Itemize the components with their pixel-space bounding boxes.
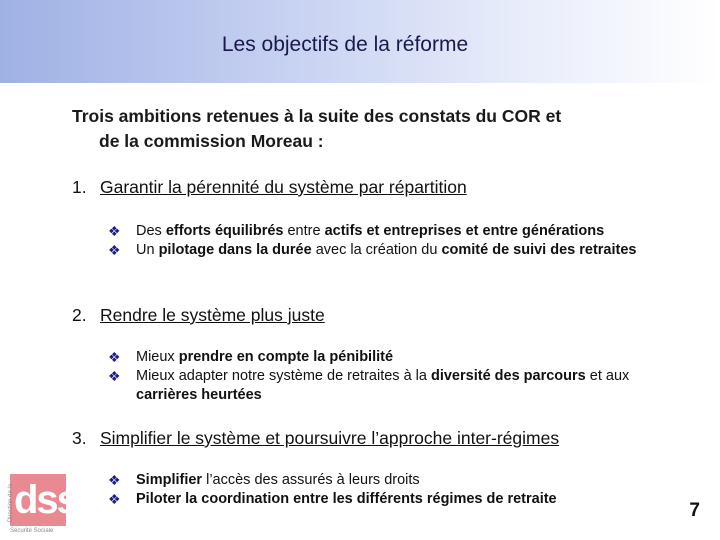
- intro-text: [72, 104, 672, 154]
- bullet-text: Mieux: [136, 349, 179, 365]
- bullet-text: efforts équilibrés: [165, 223, 284, 239]
- section-3-bullets: [108, 471, 668, 509]
- section-number: 1.: [72, 177, 87, 197]
- section-1-heading: [72, 177, 467, 198]
- bullet-text: diversité des parcours: [430, 368, 586, 384]
- bullet-text: Des: [136, 223, 166, 239]
- bullet-text: entre: [283, 223, 325, 239]
- bullet-item: [108, 367, 668, 405]
- section-number: 3.: [72, 428, 87, 448]
- intro-line-2: de la commission Moreau :: [99, 131, 324, 151]
- logo-caption: Sécurité Sociale: [10, 528, 54, 534]
- bullet-item: [108, 222, 668, 241]
- section-number: 2.: [72, 305, 87, 325]
- section-2-heading: [72, 305, 325, 326]
- bullet-text: Simplifier: [136, 472, 203, 488]
- section-title: Rendre le système plus juste: [100, 305, 325, 325]
- bullet-text: actifs et entreprises et entre générations: [324, 223, 605, 239]
- intro-line-1: Trois ambitions retenues à la suite des constats du COR et: [72, 106, 562, 126]
- bullet-item: [108, 471, 668, 490]
- section-2-bullets: [108, 348, 668, 405]
- bullet-text: Piloter la coordination entre les différents régimes de retraite: [136, 491, 557, 507]
- diamond-bullet-icon: ❖: [108, 472, 121, 488]
- section-1-bullets: [108, 222, 668, 260]
- section-title: Garantir la pérennité du système par répartition: [100, 177, 467, 197]
- diamond-bullet-icon: ❖: [108, 242, 121, 258]
- bullet-item: [108, 241, 668, 260]
- diamond-bullet-icon: ❖: [108, 491, 121, 507]
- bullet-text: pilotage dans la durée: [158, 242, 312, 258]
- bullet-text: comité de suivi des retraites: [441, 242, 637, 258]
- bullet-text: et aux: [585, 368, 630, 384]
- bullet-item: [108, 348, 668, 367]
- bullet-text: Un: [136, 242, 159, 258]
- section-3-heading: [72, 428, 559, 449]
- bullet-text: carrières heurtées: [136, 387, 262, 403]
- page-number: 7: [689, 500, 700, 521]
- diamond-bullet-icon: ❖: [108, 349, 121, 365]
- bullet-text: avec la création du: [311, 242, 442, 258]
- logo-letters: dss: [14, 478, 77, 522]
- logo-vertical-text: Direction de la: [8, 483, 15, 523]
- diamond-bullet-icon: ❖: [108, 368, 121, 384]
- section-title: Simplifier le système et poursuivre l’approche inter-régimes: [100, 428, 560, 448]
- bullet-text: prendre en compte la pénibilité: [178, 349, 394, 365]
- dss-logo: [0, 470, 77, 540]
- bullet-item: [108, 490, 668, 509]
- page-title: Les objectifs de la réforme: [221, 33, 469, 56]
- diamond-bullet-icon: ❖: [108, 223, 121, 239]
- bullet-text: l’accès des assurés à leurs droits: [202, 472, 420, 488]
- bullet-text: Mieux adapter notre système de retraites à la: [136, 368, 431, 384]
